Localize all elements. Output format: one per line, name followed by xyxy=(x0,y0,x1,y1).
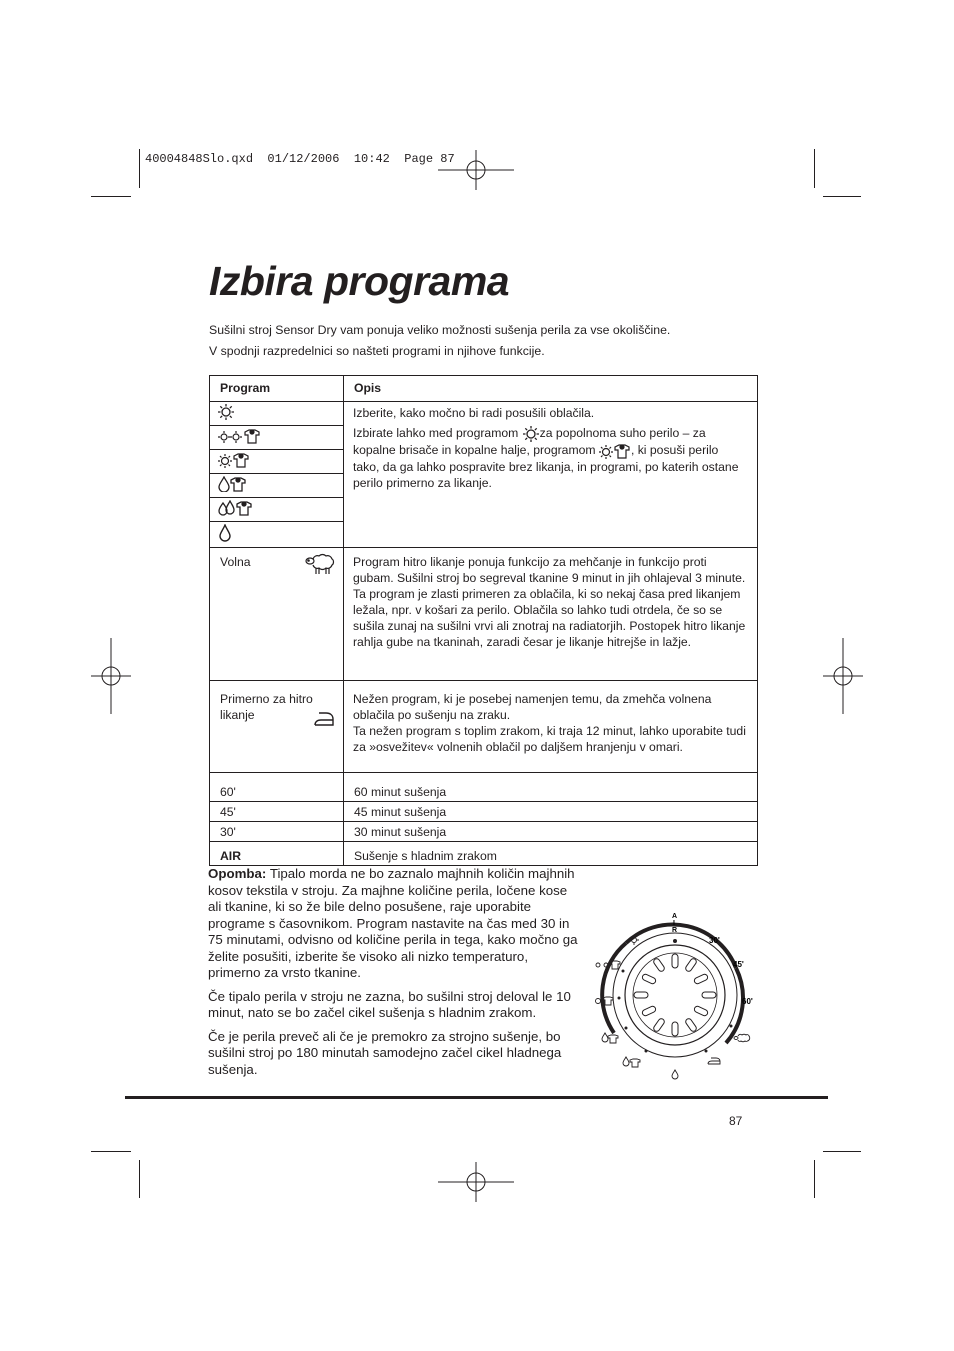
crop-mark xyxy=(814,1160,815,1198)
dial-air-i: I xyxy=(673,920,675,927)
program-icon-cell xyxy=(210,426,344,450)
registration-mark-bottom xyxy=(436,1162,516,1202)
table-row xyxy=(210,548,758,681)
intro-line-1: Sušilni stroj Sensor Dry vam ponuja veliko možnosti sušenja perila za vse okoliščine. xyxy=(209,323,671,337)
crop-mark xyxy=(823,1151,861,1152)
sheep-icon xyxy=(305,553,335,575)
drop-shirt-icon xyxy=(218,476,252,492)
crop-mark xyxy=(91,196,131,197)
note-paragraph-1: Opomba: Tipalo morda ne bo zaznalo majhnih količin majhnih kosov tekstila v stroju. Za majhne količine perila, ločene kose ali tkanine, ki so že bile delno posušene, raje uporabite programe s časovnikom. Program nastavite na čas med 30 in 75 minutami, odvisno od količine perila in tega, kako močno ga želite posušiti, izberite še visoko ali nizko temperaturo, primerno za vrsto tkanine. xyxy=(208,866,578,980)
crop-mark xyxy=(139,1160,140,1198)
dial-label-45: 45' xyxy=(733,960,744,969)
timer-label: 30' xyxy=(210,822,344,842)
timer-desc: 45 minut sušenja xyxy=(344,802,758,822)
sensor-program-description xyxy=(344,402,758,548)
table-row xyxy=(210,681,758,773)
iron-desc-1: Nežen program, ki je posebej namenjen temu, da zmehča volnena oblačila po sušenju na zraku. xyxy=(353,692,712,722)
air-label: AIR xyxy=(210,842,344,866)
program-table xyxy=(209,375,758,866)
dial-air-r: R xyxy=(672,927,678,934)
table-row xyxy=(210,802,758,822)
dial-label-30: 30' xyxy=(709,936,720,945)
note-paragraph-2: Če tipalo perila v stroju ne zazna, bo sušilni stroj deloval le 10 minut, nato se bo začel cikel sušenja s hladnim zrakom. xyxy=(208,988,571,1020)
program-icon-cell xyxy=(210,474,344,498)
timer-label: 60' xyxy=(210,773,344,802)
sun-icon xyxy=(218,404,258,420)
crop-mark xyxy=(814,149,815,188)
header-program: Program xyxy=(210,376,344,402)
air-desc: Sušenje s hladnim zrakom xyxy=(344,842,758,866)
iron-description xyxy=(344,681,758,773)
registration-mark-left xyxy=(91,636,131,716)
dial-air-a: A xyxy=(672,913,678,920)
program-icon-cell xyxy=(210,450,344,474)
timer-label: 45' xyxy=(210,802,344,822)
drop-icon xyxy=(218,524,234,542)
crop-mark xyxy=(91,1151,131,1152)
sun-sun-shirt-icon xyxy=(218,428,262,444)
sun-shirt-icon xyxy=(218,452,252,468)
table-row xyxy=(210,773,758,802)
program-icon-cell xyxy=(210,402,344,426)
drops-shirt-icon xyxy=(218,500,258,516)
table-row xyxy=(210,822,758,842)
note-paragraph-3: Če je perila preveč ali če je premokro za strojno sušenje, bo sušilni stroj po 180 minutah samodejno začel cikel hladnega sušenja. xyxy=(208,1028,562,1077)
iron-icon xyxy=(313,711,335,727)
sun-icon xyxy=(522,426,540,442)
iron-desc-2: Ta nežen program s toplim zrakom, ki traja 12 minut, lahko uporabite tudi za »osvežitev« volnenih oblačil po daljšem hranjenju v omari. xyxy=(353,724,746,754)
table-row xyxy=(210,402,758,426)
sensor-desc-line1: Izberite, kako močno bi radi posušili oblačila. xyxy=(353,406,595,420)
program-dial-diagram xyxy=(586,908,766,1083)
table-header-row xyxy=(210,376,758,402)
wool-description: Program hitro likanje ponuja funkcijo za mehčanje in funkcijo proti gubam. Sušilni stroj bo segreval tkanine 9 minut in jih ohlajeval 3 minute. Ta program je zlasti primeren za oblačila, ki so nekaj časa pred likanjem ležala, npr. v košari za perilo. Oblačila so lahko tudi otrdela, če so se sušila zunaj na sušilni vrvi ali znotraj na radiatorjih. Postopek hitro likanje rahlja gube na tkaninah, zaradi česar je likanje hitrejše in lažje. xyxy=(344,548,758,681)
crop-mark xyxy=(823,196,861,197)
iron-label-cell xyxy=(210,681,344,773)
note-block xyxy=(208,866,580,1085)
program-icon-cell xyxy=(210,498,344,522)
page-number: 87 xyxy=(729,1114,743,1128)
wool-label: Volna xyxy=(220,555,251,569)
footer-rule xyxy=(125,1096,828,1099)
timer-desc: 30 minut sušenja xyxy=(344,822,758,842)
header-description: Opis xyxy=(344,376,758,402)
iron-label: Primerno za hitro likanje xyxy=(220,692,313,722)
timer-desc: 60 minut sušenja xyxy=(344,773,758,802)
dial-label-60: 60' xyxy=(742,997,753,1006)
wool-label-cell xyxy=(210,548,344,681)
crop-mark xyxy=(139,149,140,188)
intro-line-2: V spodnji razpredelnici so našteti programi in njihove funkcije. xyxy=(209,344,545,358)
sensor-desc-body: Izbirate lahko med programom za popolnoma suho perilo – za kopalne brisače in kopalne halje, programom , ki posuši perilo tako, da ga lahko pospravite brez likanja, in programi, po katerih ostane perilo primerno za likanje. xyxy=(353,426,739,490)
registration-mark-right xyxy=(823,636,863,716)
table-row xyxy=(210,842,758,866)
print-slug: 40004848Slo.qxd 01/12/2006 10:42 Page 87 xyxy=(145,152,455,166)
program-icon-cell xyxy=(210,522,344,548)
page-title: Izbira programa xyxy=(209,258,510,304)
sun-shirt-icon xyxy=(599,443,631,459)
